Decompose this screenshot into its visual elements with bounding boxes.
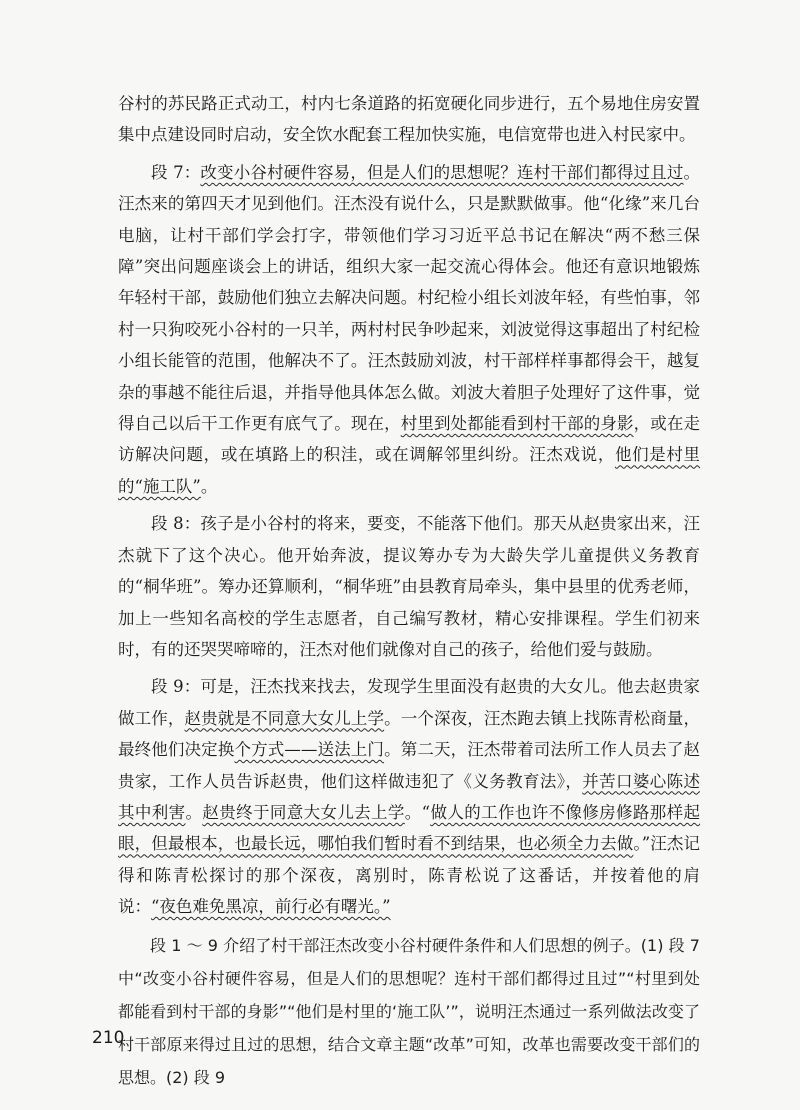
text-run: 谷村的苏民路正式动工，村内七条道路的拓宽硬化同步进行，五个易地住房安置集中点建设同时启动，安全饮水配套工程加快实施，电信宽带也进入村民家中。 xyxy=(118,94,700,145)
paragraph-9 xyxy=(118,671,700,922)
wavy-underlined-text: 村里到处都能看到村干部的身影 xyxy=(400,414,634,434)
wavy-underlined-text: 他们是村里的“施工队” xyxy=(118,445,701,496)
text-run: 段 1 ～ 9 介绍了村干部汪杰改变小谷村硬件条件和人们思想的例子。(1) 段 7 中“改变小谷村硬件容易，但是人们的思想呢？连村干部们都得过且过”“村里到处都能看到村干部的身影”“他们是村里的‘施工队’”，说明汪杰通过一系列做法改变了村干部原来得过且过的思想，结合文章主题“改革”可知，改革也需要改变干部们的思想。(2) 段 9 xyxy=(118,935,700,1087)
wavy-underlined-text: 赵贵终于同意大女儿去上学 xyxy=(202,802,405,822)
paragraph-continuation xyxy=(118,88,700,151)
wavy-underlined-text: 个方式——送法上门 xyxy=(234,740,385,760)
text-run: ，或在走访解决问题，或在填路上的积洼，或在调解邻里纠纷。汪杰戏说， xyxy=(118,414,701,465)
wavy-underlined-text: 改变小谷村硬件容易，但是人们的思想呢？连村干部们都得过且过 xyxy=(200,162,684,182)
text-run: 。第二天，汪杰带着司法所工作人员去了赵贵家，工作人员告诉赵贵，他们这样做违犯了《义务教育法》， xyxy=(118,740,701,791)
text-run: 。”汪杰记得和陈青松探讨的那个深夜，离别时，陈青松说了这番话，并按着他的肩说： xyxy=(118,834,701,917)
text-run: 。一个深夜，汪杰跑去镇上找陈青松商量，最终他们决定换 xyxy=(118,708,701,760)
text-run: 。 xyxy=(200,476,218,496)
body-text xyxy=(118,88,700,1100)
wavy-underlined-text: 做人的工作也许不像修房修路那样起眼，但最根本，也最长远，哪怕我们暂时看不到结果，也必须全力去做 xyxy=(118,802,701,854)
page-number: 210 xyxy=(92,1028,125,1048)
paragraph-8 xyxy=(118,508,700,665)
wavy-underlined-text: 并苦口婆心陈述其中利害 xyxy=(118,771,700,822)
wavy-underlined-text: “夜色难免黑凉，前行必有曙光。” xyxy=(151,897,391,917)
wavy-underlined-text: 赵贵就是不同意大女儿上学 xyxy=(184,708,385,728)
text-run: 。 xyxy=(185,802,203,822)
text-run: 段 9：可是，汪杰找来找去，发现学生里面没有赵贵的大女儿。他去赵贵家做工作， xyxy=(118,677,700,728)
text-run: 段 8：孩子是小谷村的将来，要变，不能落下他们。那天从赵贵家出来，汪杰就下了这个决心。他开始奔波，提议筹办专为大龄失学儿童提供义务教育的“桐华班”。筹办还算顺利，“桐华班”由县教育局牵头，集中县里的优秀老师，加上一些知名高校的学生志愿者，自己编写教材，精心安排课程。学生们初来时，有的还哭哭啼啼的，汪杰对他们就像对自己的孩子，给他们爱与鼓励。 xyxy=(118,514,700,659)
text-run: 。汪杰来的第四天才见到他们。汪杰没有说什么，只是默默做事。他“化缘”来几台电脑，让村干部们学会打字，带领他们学习习近平总书记在解决“两不愁三保障”突出问题座谈会上的讲话，组织大家一起交流心得体会。他还有意识地锻炼年轻村干部，鼓励他们独立去解决问题。村纪检小组长刘波年轻，有些怕事，邻村一只狗咬死小谷村的一只羊，两村村民争吵起来，刘波觉得这事超出了村纪检小组长能管的范围，他解决不了。汪杰鼓励刘波，村干部样样事都得会干，越复杂的事越不能往后退，并指导他具体怎么做。刘波大着胆子处理好了这件事，觉得自己以后干工作更有底气了。现在， xyxy=(118,162,701,434)
paragraph-label: 段 7： xyxy=(151,162,201,182)
text-run: 。“ xyxy=(404,802,431,822)
paragraph-7 xyxy=(118,157,700,502)
analysis-paragraph xyxy=(118,929,700,1094)
